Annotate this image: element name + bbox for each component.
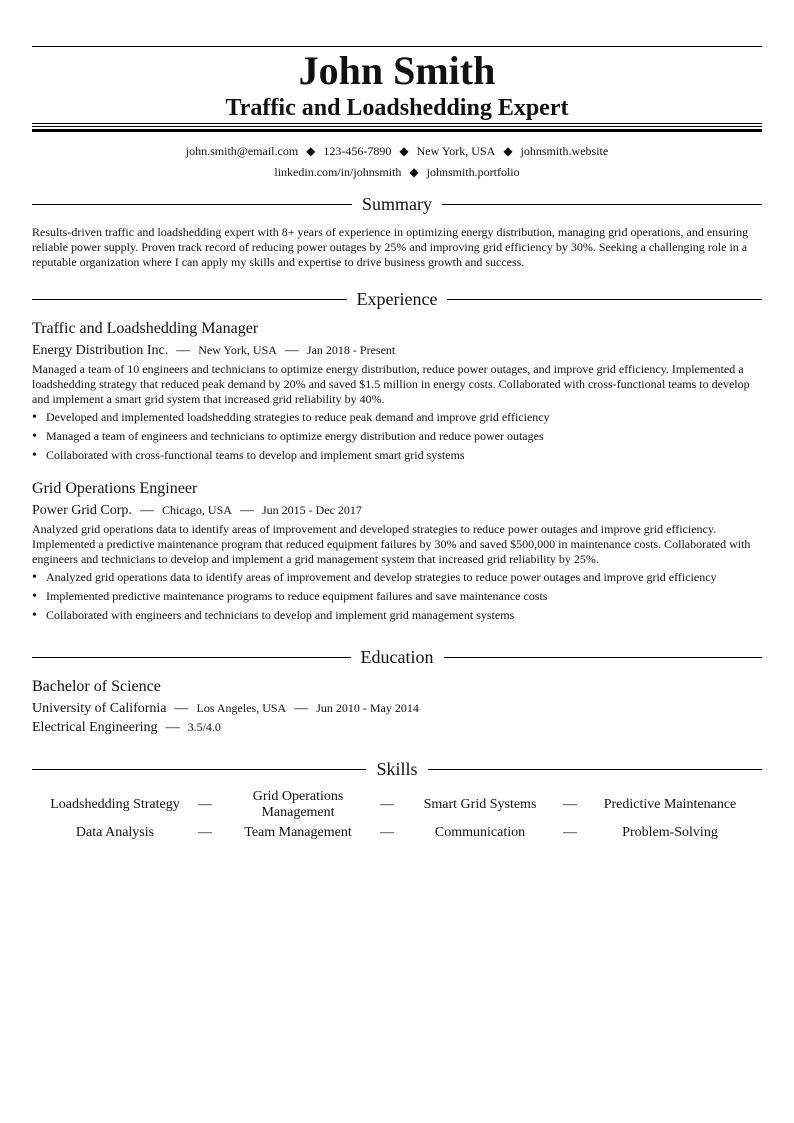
field-of-study: Electrical Engineering xyxy=(32,720,158,735)
bullet-text: Implemented predictive maintenance programs to reduce equipment failures and save maintenance costs xyxy=(46,589,548,603)
job-dates: Jun 2015 - Dec 2017 xyxy=(261,503,362,517)
school: University of California xyxy=(32,701,167,716)
dash-separator: — xyxy=(165,720,180,735)
header-top-rule xyxy=(32,46,762,47)
summary-text: Results-driven traffic and loadshedding expert with 8+ years of experience in optimizing energy distribution, managing grid operations, and ensuring reliable power supply. Proven track record of reducing power outages by 25% and improving grid efficiency by 30%. Seeking a challenging role in a reputable organization where I can apply my skills and expertise to drive business growth and success. xyxy=(32,225,749,269)
education-meta xyxy=(32,699,419,718)
bullet-text: Collaborated with cross-functional teams to develop and implement smart grid systems xyxy=(46,448,465,462)
candidate-title: Traffic and Loadshedding Expert xyxy=(225,95,569,121)
job-description: Analyzed grid operations data to identify areas of improvement and developed strategies to reduce power outages and improve grid efficiency. Implemented a predictive maintenance program that reduced equipment failures by 30% and saved $500,000 in maintenance costs. Collaborated with engineers and technicians to develop and implement a grid management system that increased grid reliability by 25%. xyxy=(32,522,751,566)
job-dates: Jan 2018 - Present xyxy=(306,343,396,357)
email-link[interactable]: john.smith@email.com xyxy=(185,144,299,158)
heading-rule-right xyxy=(428,769,762,770)
job-location: Chicago, USA xyxy=(161,503,232,517)
bullet-icon: • xyxy=(32,608,37,623)
job-bullets xyxy=(32,568,762,625)
dash-separator: — xyxy=(563,825,577,840)
diamond-icon: ◆ xyxy=(306,144,316,158)
job-title: Grid Operations Engineer xyxy=(32,480,198,497)
heading-rule-right xyxy=(447,299,762,300)
job-meta xyxy=(32,341,395,360)
skill-item: Predictive Maintenance xyxy=(603,797,737,812)
skill-item: Team Management xyxy=(244,825,352,840)
education-dates: Jun 2010 - May 2014 xyxy=(316,701,419,715)
skill-item: Data Analysis xyxy=(75,825,155,840)
skills-row xyxy=(32,817,762,849)
bullet-icon: • xyxy=(32,410,37,425)
skills-heading xyxy=(32,758,762,780)
location: New York, USA xyxy=(416,144,496,158)
bullet-icon: • xyxy=(32,570,37,585)
dash-separator: — xyxy=(198,825,212,840)
list-item xyxy=(32,446,762,465)
list-item xyxy=(32,408,762,427)
job-meta xyxy=(32,501,362,520)
bullet-icon: • xyxy=(32,429,37,444)
heading-rule-right xyxy=(444,657,763,658)
website-link[interactable]: johnsmith.website xyxy=(520,144,609,158)
bullet-icon: • xyxy=(32,589,37,604)
summary-heading-label: Summary xyxy=(362,194,432,214)
job-bullets xyxy=(32,408,762,465)
job-company: Energy Distribution Inc. xyxy=(32,343,169,358)
heading-rule-left xyxy=(32,769,366,770)
bullet-icon: • xyxy=(32,448,37,463)
diamond-icon: ◆ xyxy=(503,144,513,158)
gpa: 3.5/4.0 xyxy=(187,720,221,734)
education-field-line xyxy=(32,718,221,737)
bullet-text: Managed a team of engineers and technicians to optimize energy distribution and reduce power outages xyxy=(46,429,544,443)
summary-heading xyxy=(32,193,762,215)
skill-item: Communication xyxy=(434,825,526,840)
dash-separator: — xyxy=(380,825,394,840)
job-location: New York, USA xyxy=(198,343,277,357)
phone-number: 123-456-7890 xyxy=(323,144,392,158)
header-rule-2 xyxy=(32,126,762,127)
education-heading xyxy=(32,646,762,668)
experience-heading xyxy=(32,288,762,310)
diamond-icon: ◆ xyxy=(409,165,419,179)
skill-item: Problem-Solving xyxy=(622,825,718,840)
dash-separator: — xyxy=(139,503,154,518)
linkedin-link[interactable]: linkedin.com/in/johnsmith xyxy=(274,165,402,179)
list-item xyxy=(32,587,762,606)
heading-rule-left xyxy=(32,204,352,205)
dash-separator: — xyxy=(239,503,254,518)
heading-rule-left xyxy=(32,657,351,658)
dash-separator: — xyxy=(198,797,212,812)
candidate-name: John Smith xyxy=(298,48,496,93)
dash-separator: — xyxy=(380,797,394,812)
dash-separator: — xyxy=(174,701,189,716)
job-title: Traffic and Loadshedding Manager xyxy=(32,320,259,337)
dash-separator: — xyxy=(284,343,299,358)
header-rule-3 xyxy=(32,129,762,132)
portfolio-link[interactable]: johnsmith.portfolio xyxy=(426,165,520,179)
list-item xyxy=(32,606,762,625)
skill-item: Loadshedding Strategy xyxy=(50,797,180,812)
bullet-text: Developed and implemented loadshedding strategies to reduce peak demand and improve grid efficiency xyxy=(46,410,550,424)
list-item xyxy=(32,427,762,446)
bullet-text: Collaborated with engineers and technicians to develop and implement grid management systems xyxy=(46,608,515,622)
job-description: Managed a team of 10 engineers and technicians to optimize energy distribution, reduce power outages, and improve grid efficiency. Implemented a loadshedding strategy that reduced peak demand by 20% and saved $1.5 million in energy costs. Collaborated with cross-functional teams to develop and implement a smart grid system that increased grid reliability by 40%. xyxy=(32,362,750,406)
heading-rule-right xyxy=(442,204,762,205)
degree: Bachelor of Science xyxy=(32,678,161,695)
dash-separator: — xyxy=(563,797,577,812)
experience-heading-label: Experience xyxy=(356,289,438,309)
bullet-text: Analyzed grid operations data to identify areas of improvement and develop strategies to reduce power outages and improve grid efficiency xyxy=(46,570,717,584)
diamond-icon: ◆ xyxy=(399,144,409,158)
education-heading-label: Education xyxy=(360,647,434,667)
skills-heading-label: Skills xyxy=(376,759,418,779)
skill-item: Grid Operations Management xyxy=(252,789,344,820)
job-company: Power Grid Corp. xyxy=(32,503,132,518)
dash-separator: — xyxy=(176,343,191,358)
contact-line-2 xyxy=(32,164,762,180)
contact-line-1 xyxy=(32,143,762,159)
list-item xyxy=(32,568,762,587)
skill-item: Smart Grid Systems xyxy=(423,797,537,812)
school-location: Los Angeles, USA xyxy=(196,701,287,715)
header-rule-1 xyxy=(32,123,762,124)
dash-separator: — xyxy=(294,701,309,716)
heading-rule-left xyxy=(32,299,347,300)
